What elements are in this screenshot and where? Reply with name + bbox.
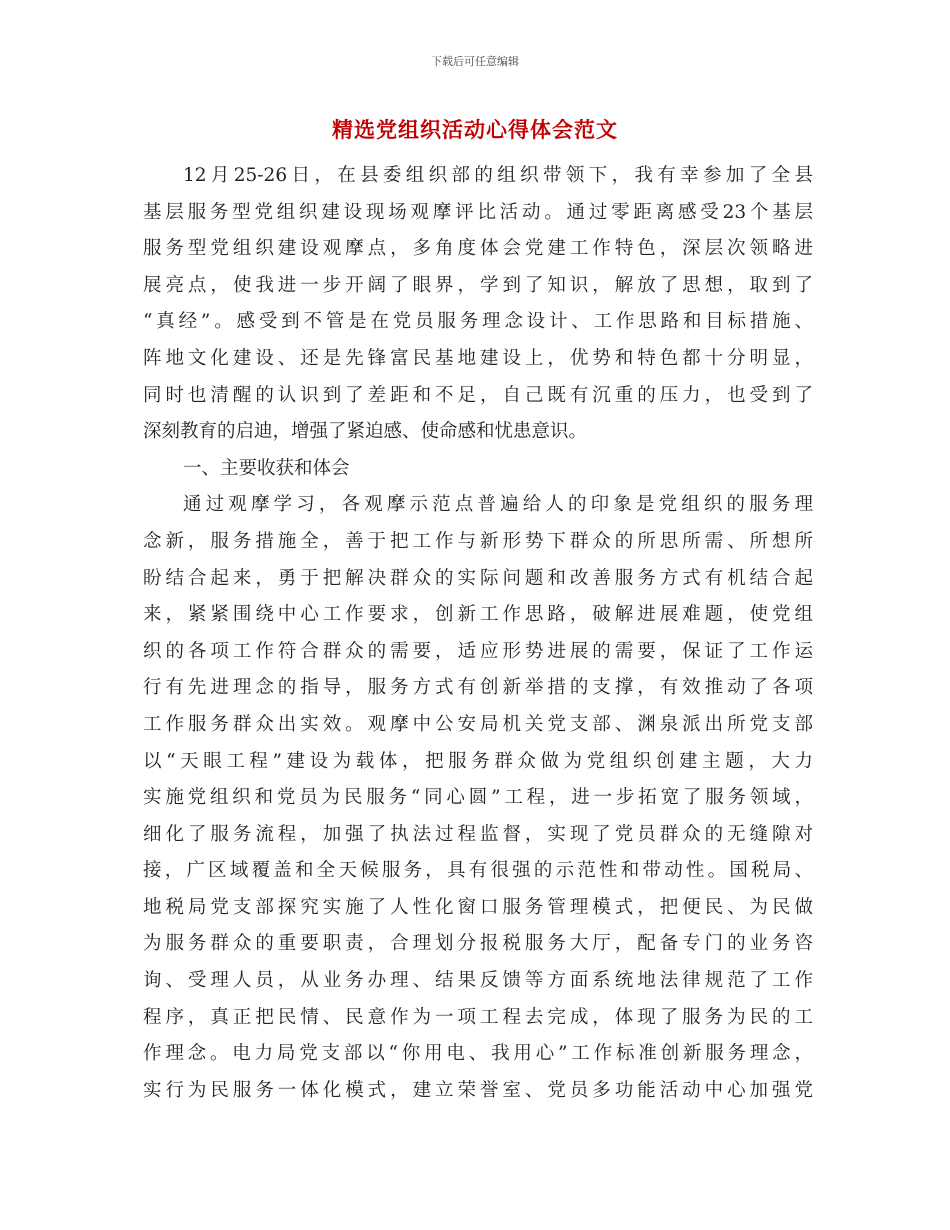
text-line: 阵地文化建设、还是先锋富民基地建设上，优势和特色都十分明显， <box>143 347 813 369</box>
text-line: 作理念。电力局党支部以“你用电、我用心”工作标准创新服务理念， <box>143 1043 813 1065</box>
text-line: 12月25-26日，在县委组织部的组织带领下，我有幸参加了全县 <box>183 165 813 186</box>
text-line: 询、受理人员，从业务办理、结果反馈等方面系统地法律规范了工作 <box>143 970 813 992</box>
text-line: 实施党组织和党员为民服务“同心圆”工程，进一步拓宽了服务领域， <box>143 787 813 809</box>
text-line: 盼结合起来，勇于把解决群众的实际问题和改善服务方式有机结合起 <box>143 567 813 589</box>
text-line: 工作服务群众出实效。观摩中公安局机关党支部、渊泉派出所党支部 <box>143 713 813 735</box>
text-line: 展亮点，使我进一步开阔了眼界，学到了知识，解放了思想，取到了 <box>143 274 813 296</box>
text-line: 念新，服务措施全，善于把工作与新形势下群众的所思所需、所想所 <box>143 530 813 552</box>
text-line: 行有先进理念的指导，服务方式有创新举措的支撑，有效推动了各项 <box>143 677 813 699</box>
text-line: 接，广区域覆盖和全天候服务，具有很强的示范性和带动性。国税局、 <box>143 860 813 882</box>
text-line: 程序，真正把民情、民意作为一项工程去完成，体现了服务为民的工 <box>143 1006 813 1028</box>
text-line: 以“天眼工程”建设为载体，把服务群众做为党组织创建主题，大力 <box>143 750 813 772</box>
text-line: 地税局党支部探究实施了人性化窗口服务管理模式，把便民、为民做 <box>143 896 813 918</box>
text-line: 细化了服务流程，加强了执法过程监督，实现了党员群众的无缝隙对 <box>143 823 813 845</box>
text-line: 实行为民服务一体化模式，建立荣誉室、党员多功能活动中心加强党 <box>143 1079 813 1101</box>
text-line: 同时也清醒的认识到了差距和不足，自己既有沉重的压力，也受到了 <box>143 384 813 406</box>
text-line: 为服务群众的重要职责，合理划分报税服务大厅，配备专门的业务咨 <box>143 933 813 955</box>
text-line: 深刻教育的启迪，增强了紧迫感、使命感和忧患意识。 <box>143 421 588 443</box>
document-title: 精选党组织活动心得体会范文 <box>332 117 618 142</box>
header-note: 下载后可任意编辑 <box>431 55 519 68</box>
text-line: 服务型党组织建设观摩点，多角度体会党建工作特色，深层次领略进 <box>143 238 813 260</box>
text-line: 织的各项工作符合群众的需要，适应形势进展的需要，保证了工作运 <box>143 640 813 662</box>
text-line: 一、主要收获和体会 <box>183 457 350 479</box>
text-line: “真经”。感受到不管是在党员服务理念设计、工作思路和目标措施、 <box>143 311 813 333</box>
text-line: 基层服务型党组织建设现场观摩评比活动。通过零距离感受23个基层 <box>143 201 813 223</box>
text-line: 通过观摩学习，各观摩示范点普遍给人的印象是党组织的服务理 <box>183 494 813 516</box>
document-body <box>143 158 813 1109</box>
text-line: 来，紧紧围绕中心工作要求，创新工作思路，破解进展难题，使党组 <box>143 604 813 626</box>
